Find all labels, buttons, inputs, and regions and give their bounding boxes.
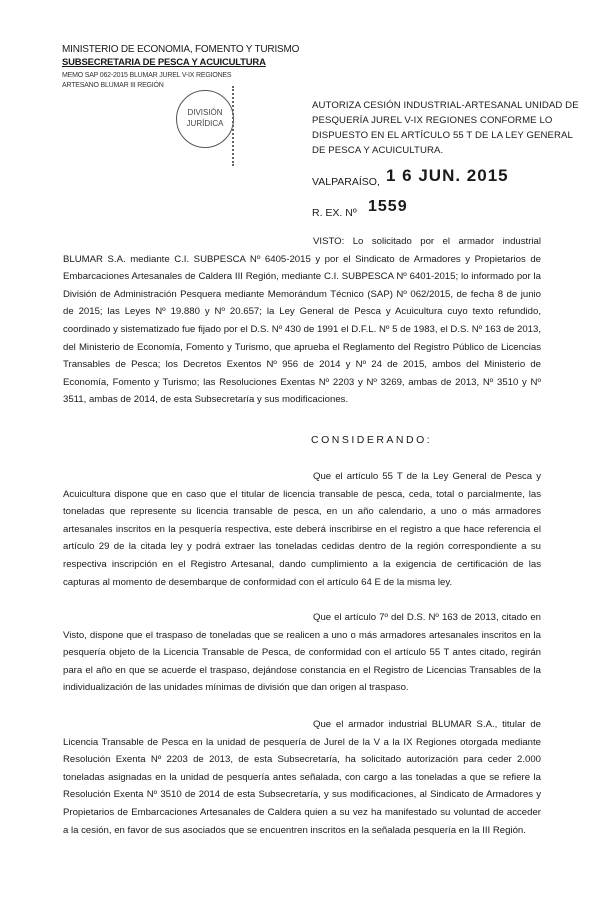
division-stamp: DIVISIÓN JURÍDICA: [176, 90, 234, 148]
considerando-paragraph: Que el armador industrial BLUMAR S.A., titular de Licencia Transable de Pesca en la unidad de pesquería de Jurel de la V a la IX Regiones otorgada mediante Resolución Exenta Nº 2203 de 2013, de esta Subsecretaría, ha solicitado autorización para ceder 2.000 toneladas asignadas en la unidad de pesquería antes señalada, con cargo a las toneladas a que se refiere la Resolución Exenta Nº 3510 de 2014 de esta Subsecretaría, y sus modificaciones, al Sindicato de Armadores y Propietarios de Embarcaciones Artesanales de Caldera quien a su vez ha manifestado su voluntad de acceder a la cesión, en favor de sus asociados que se encuentren inscritos en la señalada pesquería en la III Región.: [63, 719, 541, 836]
visto-paragraph: VISTO: Lo solicitado por el armador industrial BLUMAR S.A. mediante C.I. SUBPESCA Nº 6405-2015 y por el Sindicato de Armadores y Propietarios de Embarcaciones Artesanales de Caldera III Región, mediante C.I. SUBPESCA Nº 6401-2015; lo informado por la División de Administración Pesquera mediante Memorándum Técnico (SAP) Nº 062/2015, de fecha 8 de junio de 2015; las Leyes Nº 19.880 y Nº 20.657; la Ley General de Pesca y Acuicultura cuyo texto refundido, coordinado y sistematizado fue fijado por el D.S. Nº 430 de 1991 el D.F.L. Nº 5 de 1983, el D.S. Nº 163 de 2013, del Ministerio de Economía, Fomento y Turismo, que aprueba el Reglamento del Registro Público de Licencias Transables de Pesca; los Decretos Exentos Nº 956 de 2014 y Nº 24 de 2015, ambos del Ministerio de Economía, Fomento y Turismo; las Resoluciones Exentas Nº 2203 y Nº 3269, ambas de 2013, Nº 3510 y Nº 3511, ambas de 2014, de esta Subsecretaría y sus modificaciones.: [63, 236, 541, 406]
rex-number: 1559: [368, 198, 408, 215]
considerando-heading: CONSIDERANDO:: [311, 434, 433, 446]
considerando-paragraph: Que el artículo 55 T de la Ley General de Pesca y Acuicultura dispone que en caso que el titular de licencia transable de pesca, ceda, total o parcialmente, las toneladas que represente su licencia transable de pesca, en un año calendario, a uno o más armadores artesanales inscritos en la pesquería respectiva, este deberá inscribirse en el registro a que hace referencia el artículo 29 de la citada ley y podrá extraer las toneladas cedidas dentro de la región correspondiente a su respectiva inscripción en el Registro Artesanal, dando cumplimiento a la exigencia de certificación de las capturas al momento de desembarque de conformidad con el artículo 64 E de la misma ley.: [63, 471, 541, 588]
place-label: VALPARAÍSO,: [312, 176, 380, 188]
artisanal-reference: ARTESANO BLUMAR III REGIÓN: [62, 82, 164, 89]
considerando-paragraph: Que el artículo 7º del D.S. Nº 163 de 2013, citado en Visto, dispone que el traspaso de toneladas que se realicen a uno o más armadores artesanales inscritos en la pesquería objeto de la Licencia Transable de Pesca, de conformidad con el artículo 55 T antes citado, regirán para el año en que se acuerde el traspaso, dejándose constancia en el Registro de Licencias Transables de la individualización de las unidades mínimas de división que dan origen al traspaso.: [63, 612, 541, 694]
side-seal: [232, 86, 248, 166]
rex-label: R. EX. Nº: [312, 207, 357, 219]
date-stamp: 1 6 JUN. 2015: [386, 166, 509, 185]
subsecretaria-name: SUBSECRETARIA DE PESCA Y ACUICULTURA: [62, 57, 266, 68]
memo-reference: MEMO SAP 062-2015 BLUMAR JUREL V-IX REGIONES: [62, 72, 232, 79]
resolution-subject: AUTORIZA CESIÓN INDUSTRIAL-ARTESANAL UNIDAD DE PESQUERÍA JUREL V-IX REGIONES CONFORME LO DISPUESTO EN EL ARTÍCULO 55 T DE LA LEY GENERAL DE PESCA Y ACUICULTURA.: [312, 100, 579, 156]
ministry-name: MINISTERIO DE ECONOMIA, FOMENTO Y TURISMO: [62, 44, 300, 55]
